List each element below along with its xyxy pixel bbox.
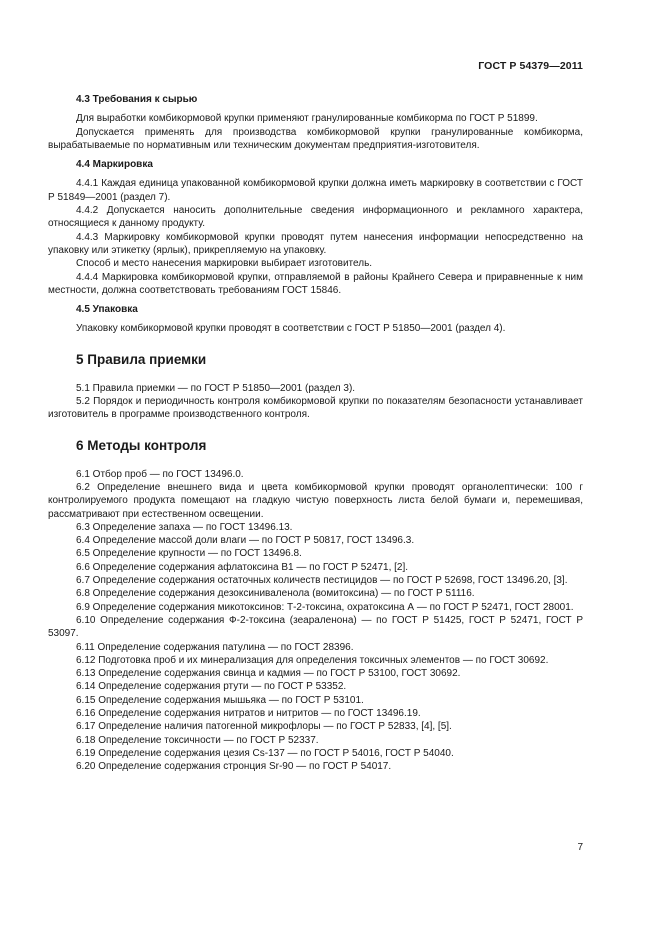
paragraph: 5.1 Правила приемки — по ГОСТ Р 51850—2001 (раздел 3).	[76, 382, 356, 394]
paragraph: 4.4.3 Маркировку комбикормовой крупки проводят путем нанесения информации непосредственно на упаковку или этикетку (ярлык), прикрепляемую на упаковку.	[48, 231, 583, 256]
list-item: 6.12 Подготовка проб и их минерализация для определения токсичных элементов — по ГОСТ 30692.	[76, 654, 549, 666]
list-item: 6.11 Определение содержания патулина — по ГОСТ 28396.	[76, 641, 354, 653]
paragraph: Упаковку комбикормовой крупки проводят в соответствии с ГОСТ Р 51850—2001 (раздел 4).	[76, 323, 506, 335]
paragraph: 4.4.1 Каждая единица упакованной комбикормовой крупки должна иметь маркировку в соответствии с ГОСТ Р 51849—2001 (раздел 7).	[48, 178, 583, 203]
list-item: 6.4 Определение массой доли влаги — по ГОСТ Р 50817, ГОСТ 13496.3.	[76, 535, 415, 547]
list-item: 6.14 Определение содержания ртути — по ГОСТ Р 53352.	[76, 681, 347, 693]
list-item: 6.5 Определение крупности — по ГОСТ 13496.8.	[76, 548, 302, 560]
list-item: 6.13 Определение содержания свинца и кадмия — по ГОСТ Р 53100, ГОСТ 30692.	[76, 668, 461, 680]
document-body	[48, 93, 583, 773]
list-item: 6.7 Определение содержания остаточных количеств пестицидов — по ГОСТ Р 52698, ГОСТ 13496.20, [3].	[76, 575, 568, 587]
list-item: 6.19 Определение содержания цезия Cs-137 — по ГОСТ Р 54016, ГОСТ Р 54040.	[76, 747, 454, 759]
section-title-6: 6 Методы контроля	[76, 437, 207, 453]
list-item: 6.18 Определение токсичности — по ГОСТ Р 52337.	[76, 734, 319, 746]
list-item: 6.20 Определение содержания стронция Sr-90 — по ГОСТ Р 54017.	[76, 761, 392, 773]
document-code: ГОСТ Р 54379—2011	[478, 60, 583, 72]
paragraph: Способ и место нанесения маркировки выбирает изготовитель.	[76, 258, 373, 270]
list-item: 6.8 Определение содержания дезоксиниваленола (вомитоксина) — по ГОСТ Р 51116.	[76, 588, 475, 600]
paragraph: Для выработки комбикормовой крупки применяют гранулированные комбикорма по ГОСТ Р 51899.	[76, 113, 538, 125]
list-item: 6.1 Отбор проб — по ГОСТ 13496.0.	[76, 468, 244, 480]
list-item: 6.15 Определение содержания мышьяка — по ГОСТ Р 53101.	[76, 694, 364, 706]
list-item: 6.2 Определение внешнего вида и цвета комбикормовой крупки проводят органолептически: 100 г контролируемого продукта помещают на гладкую чистую поверхность листа белой бумаги и, перемешивая, рассматривают при естественном освещении.	[48, 481, 583, 520]
list-item: 6.6 Определение содержания афлатоксина В1 — по ГОСТ Р 52471, [2].	[76, 561, 409, 573]
paragraph: 5.2 Порядок и периодичность контроля комбикормовой крупки по показателям безопасности устанавливает изготовитель в программе производственного контроля.	[48, 396, 583, 421]
list-item: 6.16 Определение содержания нитратов и нитритов — по ГОСТ 13496.19.	[76, 707, 421, 719]
paragraph: Допускается применять для производства комбикормовой крупки гранулированные комбикорма, вырабатываемые по нормативным или техническим документам предприятия-изготовителя.	[48, 126, 583, 151]
list-item: 6.10 Определение содержания Ф-2-токсина (зеараленона) — по ГОСТ Р 51425, ГОСТ Р 52471, ГОСТ Р 53097.	[48, 614, 583, 640]
subsection-title-4-3: 4.3 Требования к сырью	[76, 94, 198, 105]
paragraph: 4.4.4 Маркировка комбикормовой крупки, отправляемой в районы Крайнего Севера и приравненные к ним местности, должна соответствовать требованиям ГОСТ 15846.	[48, 271, 583, 296]
subsection-title-4-5: 4.5 Упаковка	[76, 304, 138, 316]
list-item: 6.17 Определение наличия патогенной микрофлоры — по ГОСТ Р 52833, [4], [5].	[76, 721, 452, 733]
list-item: 6.3 Определение запаха — по ГОСТ 13496.13.	[76, 521, 293, 533]
subsection-title-4-4: 4.4 Маркировка	[76, 159, 153, 171]
list-item: 6.9 Определение содержания микотоксинов: Т-2-токсина, охратоксина А — по ГОСТ Р 52471, ГОСТ 28001.	[76, 601, 574, 613]
methods-list	[48, 468, 583, 774]
section-title-5: 5 Правила приемки	[76, 351, 207, 367]
paragraph: 4.4.2 Допускается наносить дополнительные сведения информационного и рекламного характера, относящиеся к данному продукту.	[48, 205, 583, 230]
page-number: 7	[577, 842, 583, 853]
